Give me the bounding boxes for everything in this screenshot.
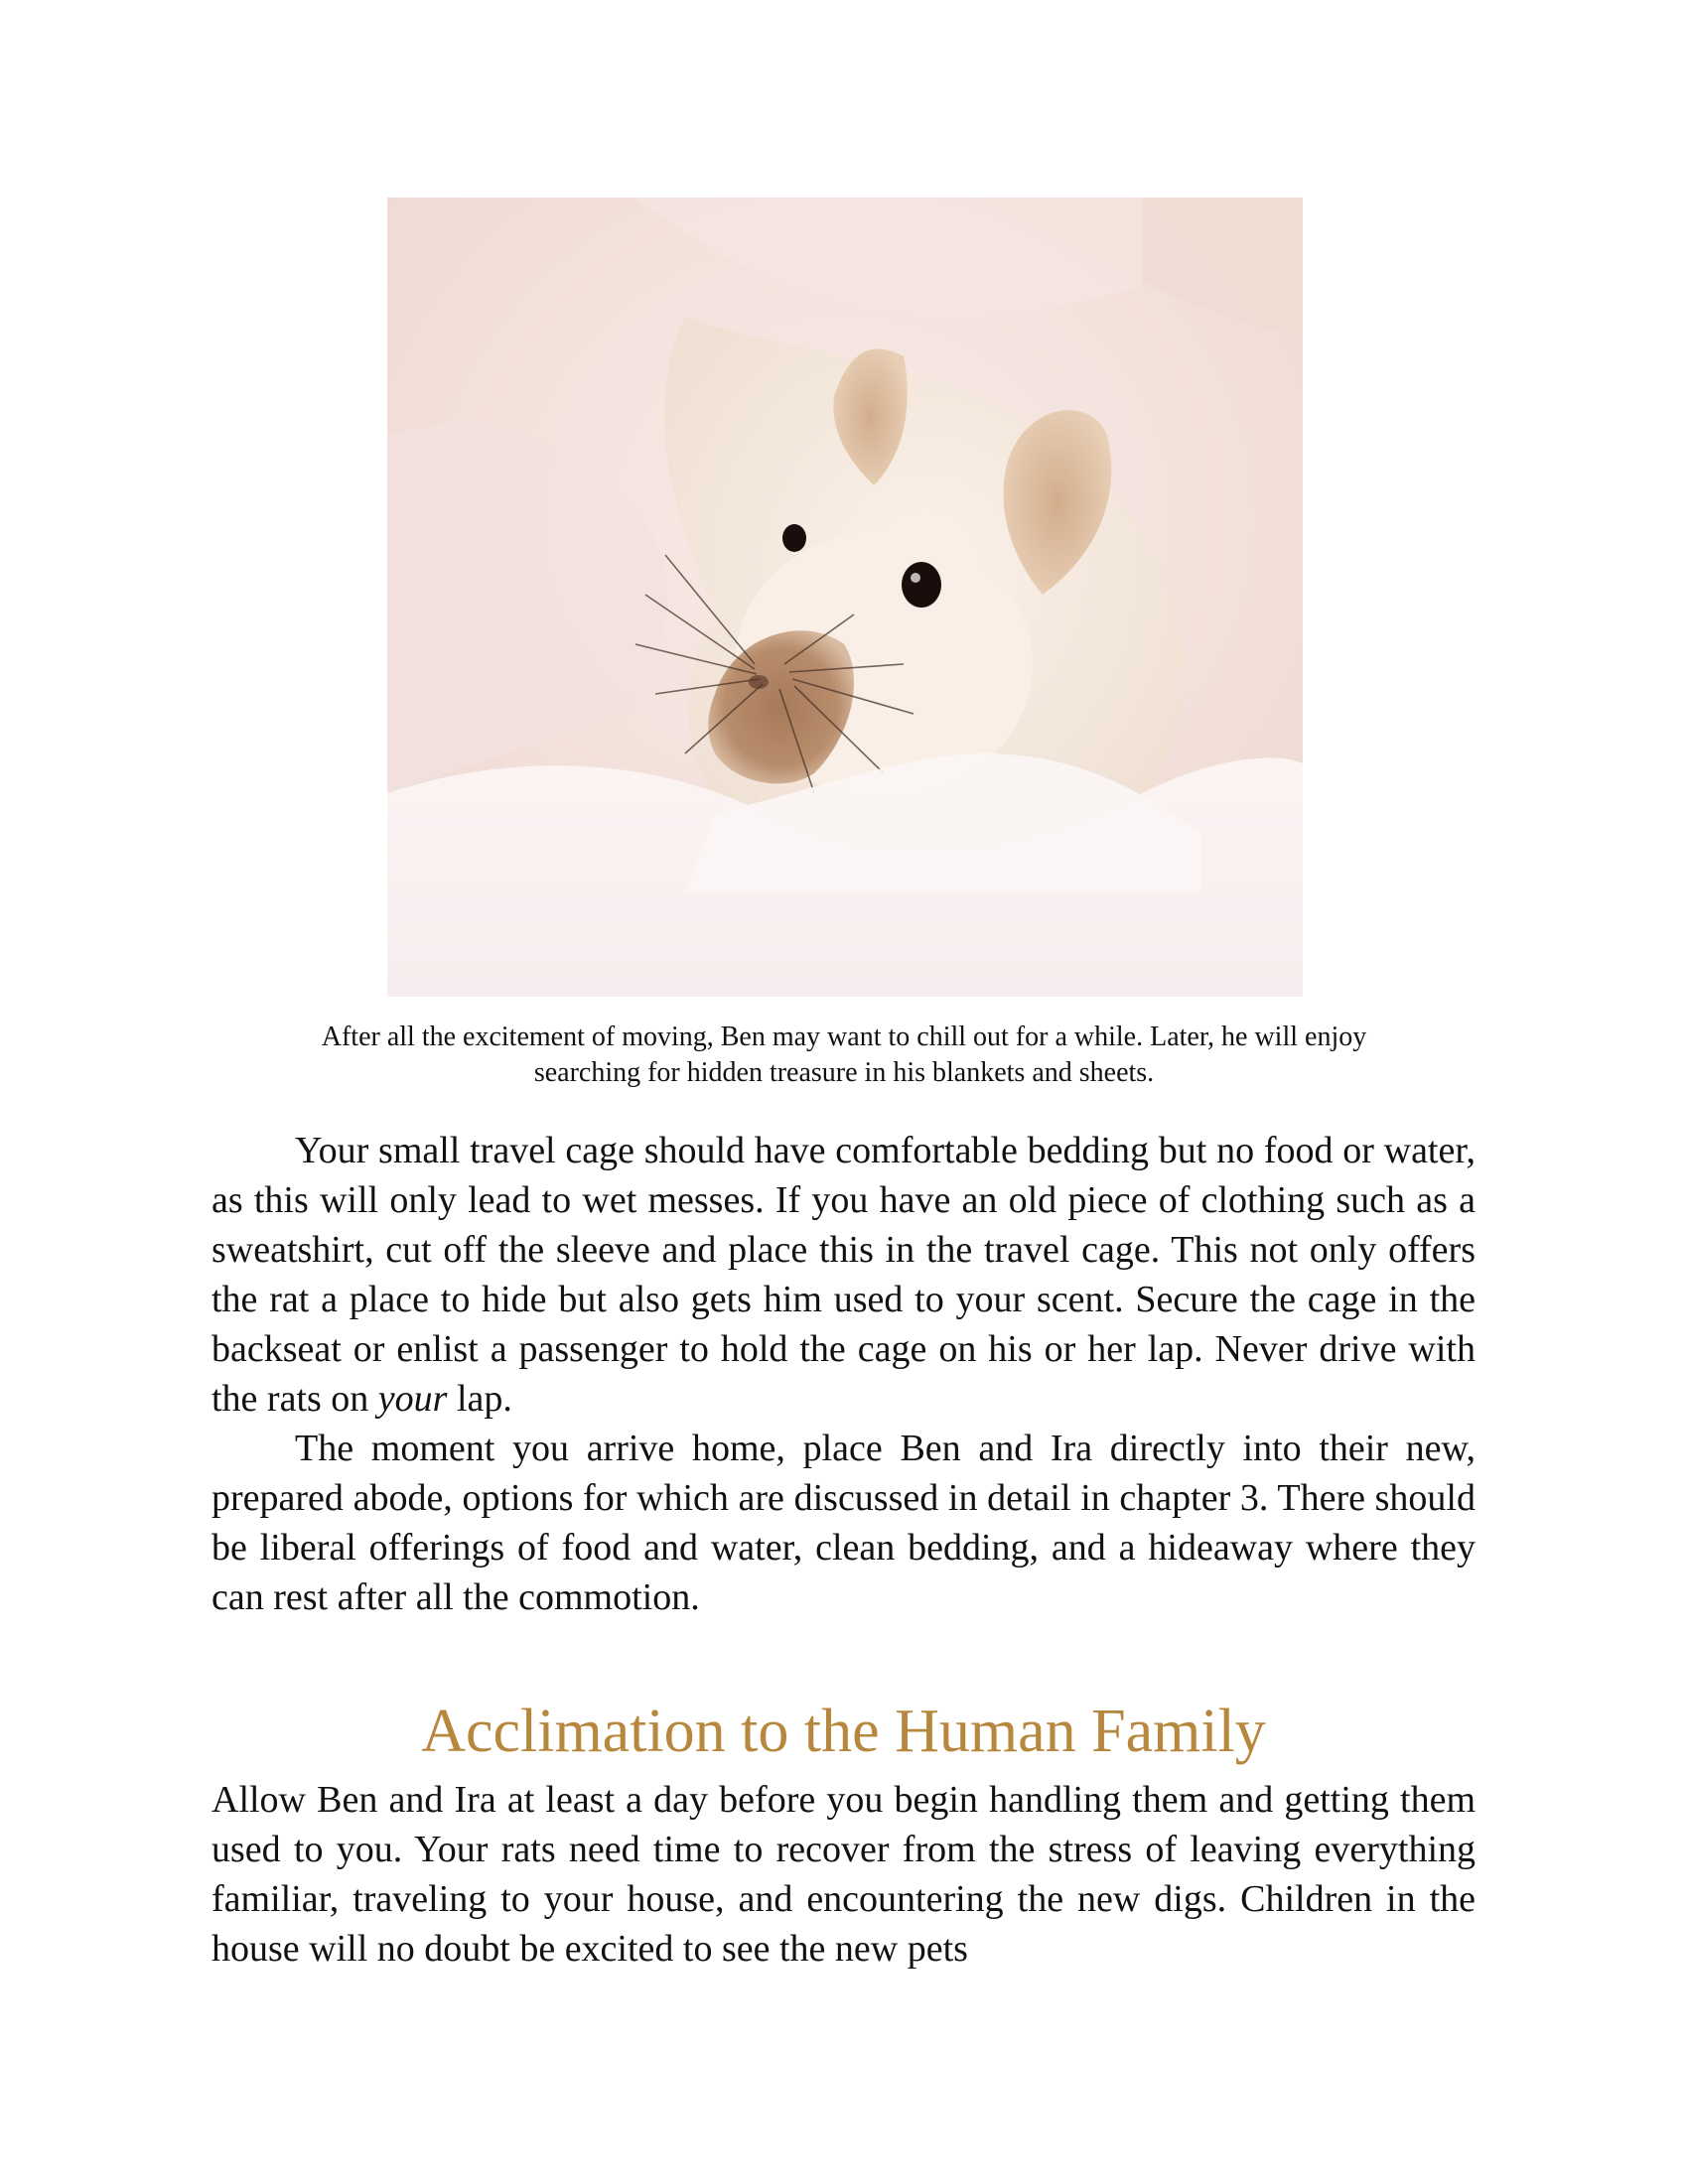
caption-line-2: searching for hidden treasure in his blankets and sheets.: [533, 1057, 1155, 1088]
rat-photo: [387, 198, 1303, 997]
paragraph-travel-cage-text: Your small travel cage should have comfortable bedding but no food or water, as this will only lead to wet messes. If you have an old piece of clothing such as a sweatshirt, cut off the sleeve and place this in the travel cage. This not only offers the rat a place to hide but also gets him used to your scent. Secure the cage in the backseat or enlist a passenger to hold the cage on his or her lap. Never drive with the rats on: [211, 1130, 1476, 1420]
paragraph-acclimation: Allow Ben and Ira at least a day before you begin handling them and getting them used to you. Your rats need time to recover from the stress of leaving everything familiar, traveling to your house, and encountering the new digs. Children in the house will no doubt be excited to see the new pets: [211, 1779, 1476, 1970]
body-text-block-1: [211, 1126, 1476, 1622]
section-heading: Acclimation to the Human Family: [421, 1698, 1266, 1765]
caption-line-1: After all the excitement of moving, Ben may want to chill out for a while. Later, he will enjoy: [321, 1022, 1367, 1052]
paragraph-travel-cage: [211, 1126, 1476, 1424]
white-rat-photo-icon: [387, 198, 1303, 997]
figure-caption: [228, 1020, 1460, 1091]
paragraph-arrive-home: The moment you arrive home, place Ben and Ira directly into their new, prepared abode, options for which are discussed in detail in chapter 3. There should be liberal offerings of food and water, clean bedding, and a hideaway where they can rest after all the commotion.: [211, 1428, 1476, 1618]
paragraph-travel-cage-end: lap.: [447, 1378, 512, 1420]
emphasis-your: your: [377, 1378, 448, 1420]
body-text-block-2: [211, 1775, 1476, 1974]
